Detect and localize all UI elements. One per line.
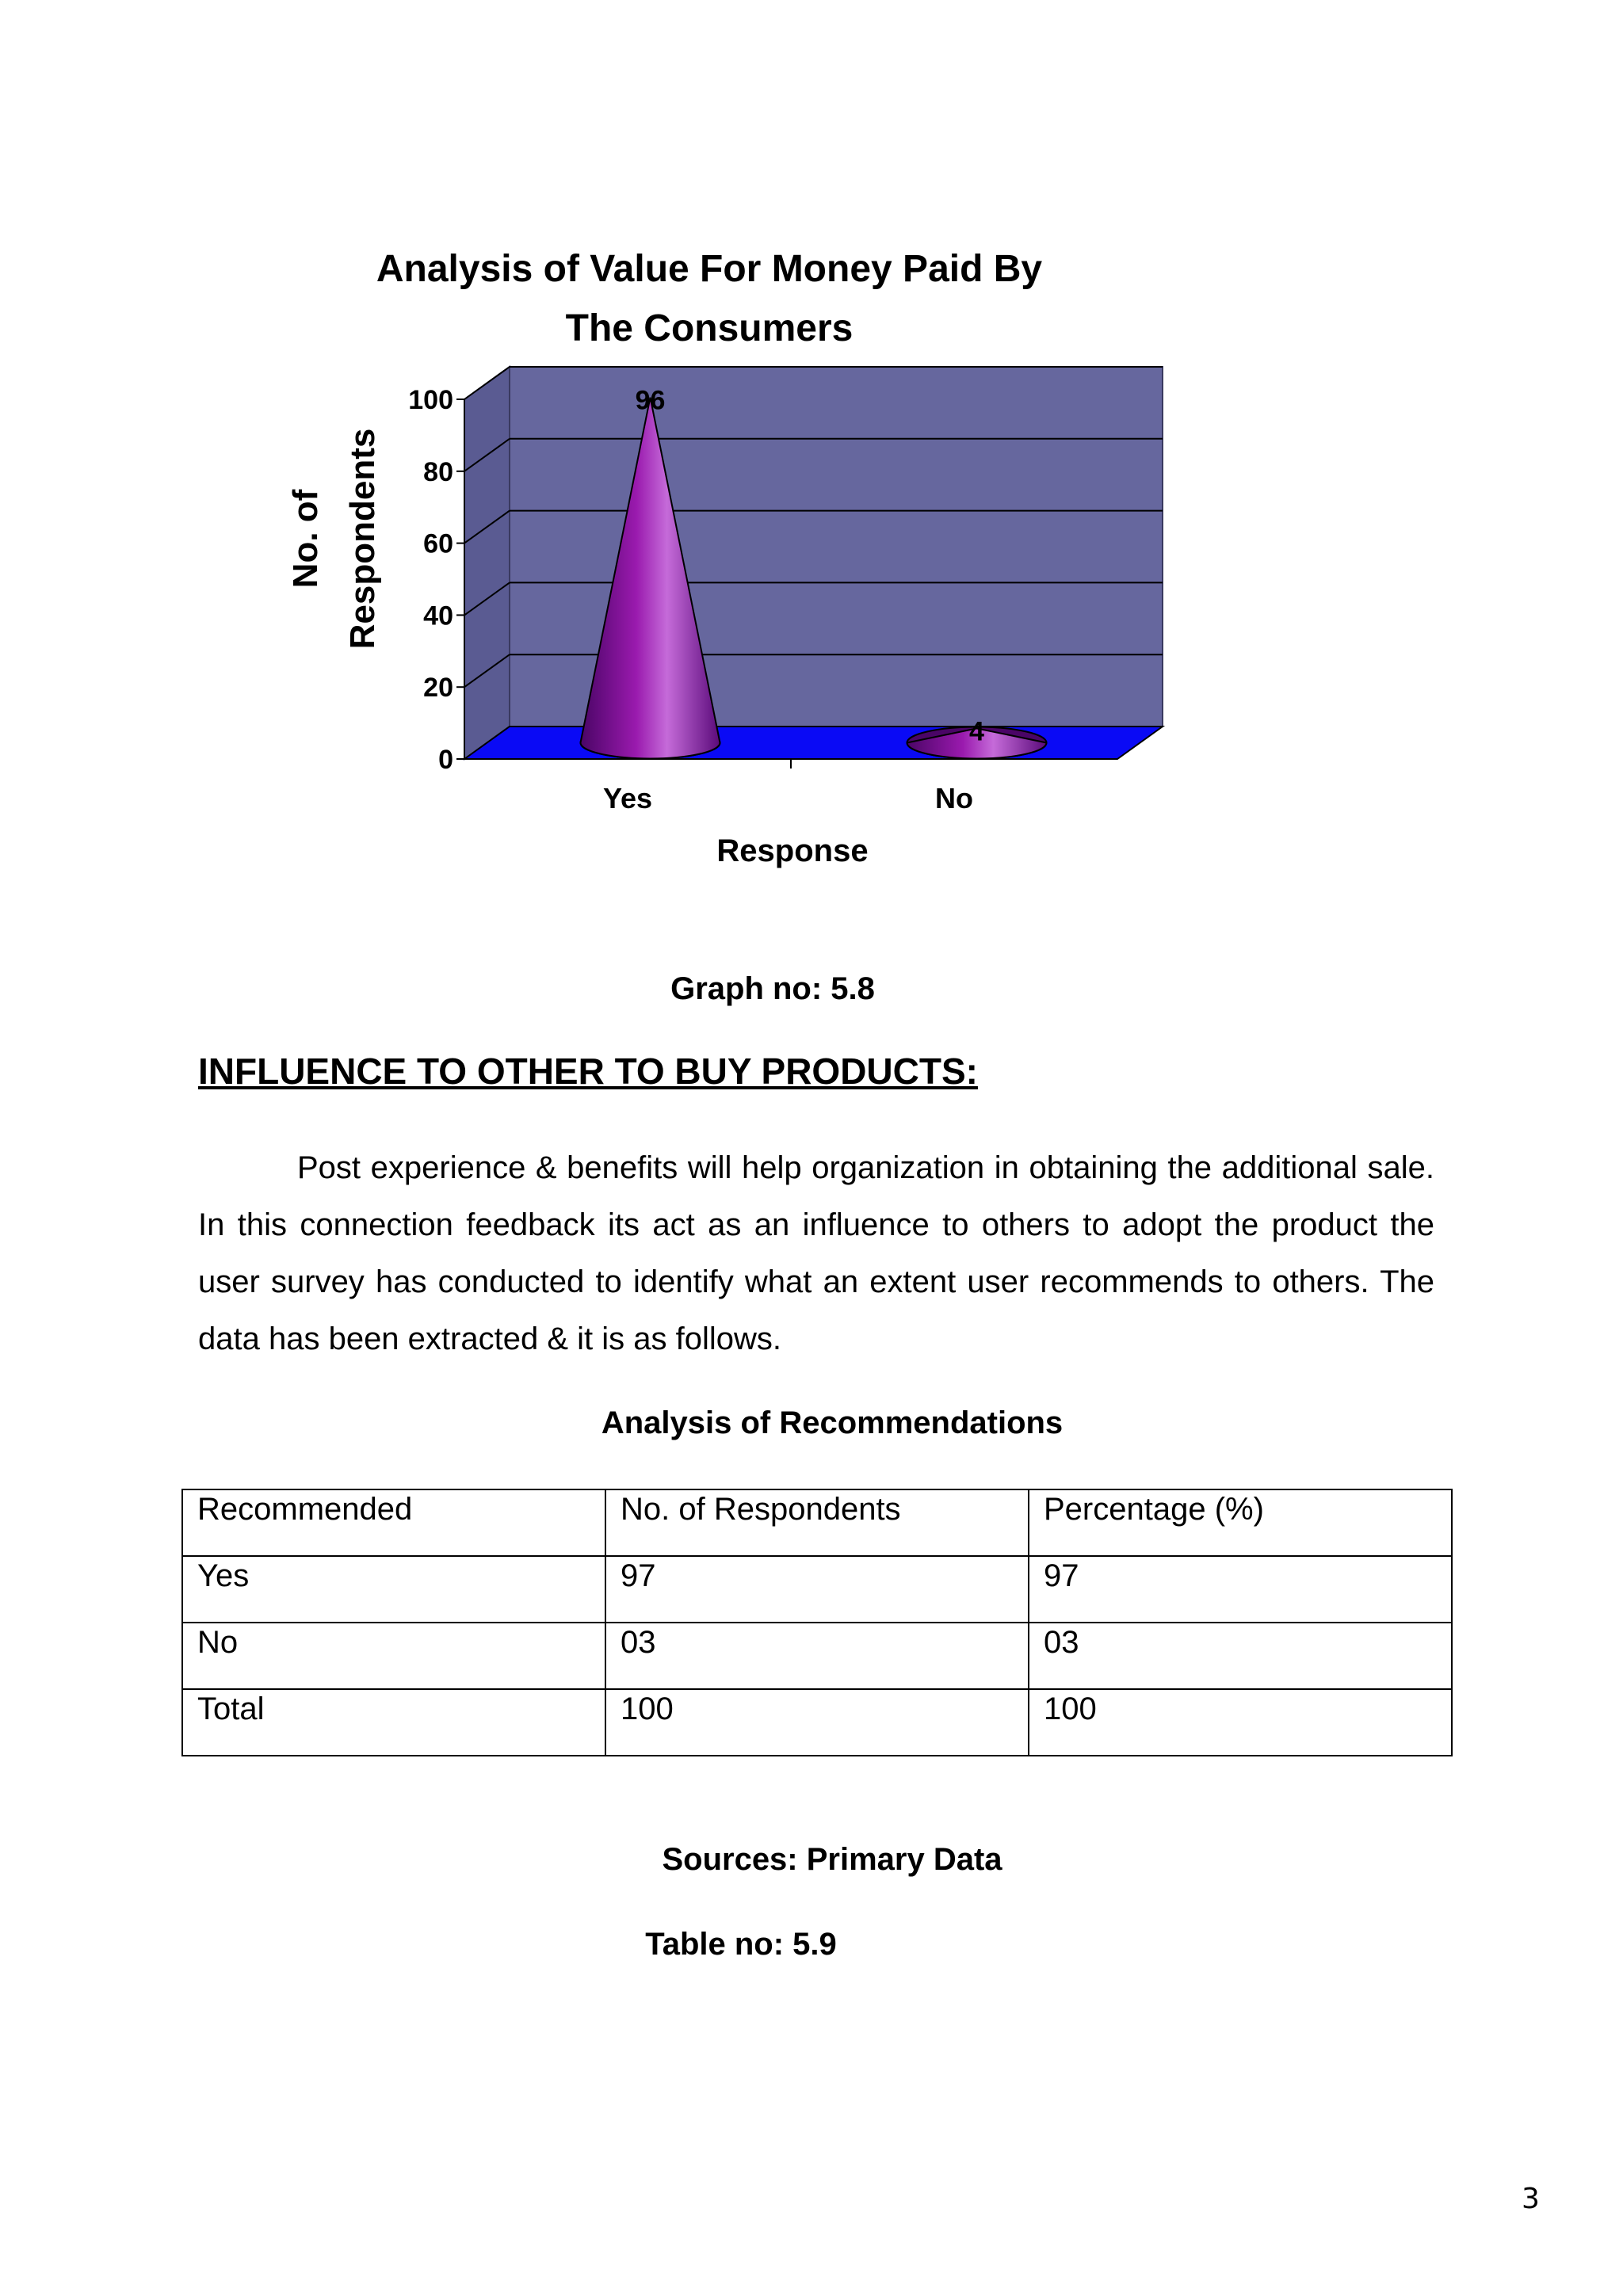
y-tick-label: 0 — [438, 745, 453, 775]
body-paragraph: Post experience & benefits will help organization in obtaining the additional sale. In this connection feedback its act as an influence to others to adopt the product the user survey has conducted to identify what an extent user recommends to others. The data has been extracted & it is as follows. — [198, 1150, 1434, 1356]
graph-caption: Graph no: 5.8 — [670, 971, 875, 1006]
table-cell: 100 — [1029, 1689, 1452, 1756]
chart-title-line-2: The Consumers — [565, 307, 854, 349]
sources-note: Sources: Primary Data — [662, 1842, 1002, 1877]
table-cell: 03 — [1029, 1623, 1452, 1689]
table-cell: Yes — [182, 1556, 605, 1623]
y-tick-label: 20 — [423, 673, 453, 704]
chart — [0, 0, 1623, 911]
x-axis-label: Response — [716, 833, 869, 868]
x-tick-label: No — [935, 782, 973, 814]
table-row — [182, 1556, 1452, 1623]
table-cell: 97 — [605, 1556, 1029, 1623]
x-tick-label: Yes — [602, 782, 653, 814]
chart-floor — [464, 727, 1163, 759]
y-axis-label-line-2: Respondents — [343, 428, 382, 650]
y-tick-label: 40 — [423, 601, 453, 631]
recommendations-table — [181, 1489, 1453, 1756]
table-header-cell: Recommended — [182, 1489, 605, 1556]
table-cell: 03 — [605, 1623, 1029, 1689]
y-tick-label: 100 — [408, 385, 453, 415]
y-axis-label-line-1: No. of — [286, 489, 325, 589]
table-cell: 97 — [1029, 1556, 1452, 1623]
page-number: 3 — [1522, 2183, 1540, 2215]
table-cell: Total — [182, 1689, 605, 1756]
table-row — [182, 1623, 1452, 1689]
table-cell: 100 — [605, 1689, 1029, 1756]
y-axis-label — [286, 429, 382, 650]
y-tick-label: 80 — [423, 456, 453, 487]
table-header-row — [182, 1489, 1452, 1556]
table-caption: Table no: 5.9 — [645, 1927, 837, 1962]
data-label: 4 — [969, 716, 984, 747]
chart-title-line-1: Analysis of Value For Money Paid By — [376, 248, 1043, 290]
y-tick-label: 60 — [423, 528, 453, 559]
plot-area — [408, 367, 1163, 814]
table-header-cell: No. of Respondents — [605, 1489, 1029, 1556]
data-label: 96 — [635, 385, 666, 416]
chart-side-wall — [464, 367, 510, 759]
table-title: Analysis of Recommendations — [601, 1405, 1064, 1440]
table-header-cell: Percentage (%) — [1029, 1489, 1452, 1556]
section-heading: INFLUENCE TO OTHER TO BUY PRODUCTS: — [198, 1051, 978, 1092]
table-cell: No — [182, 1623, 605, 1689]
table-row — [182, 1689, 1452, 1756]
